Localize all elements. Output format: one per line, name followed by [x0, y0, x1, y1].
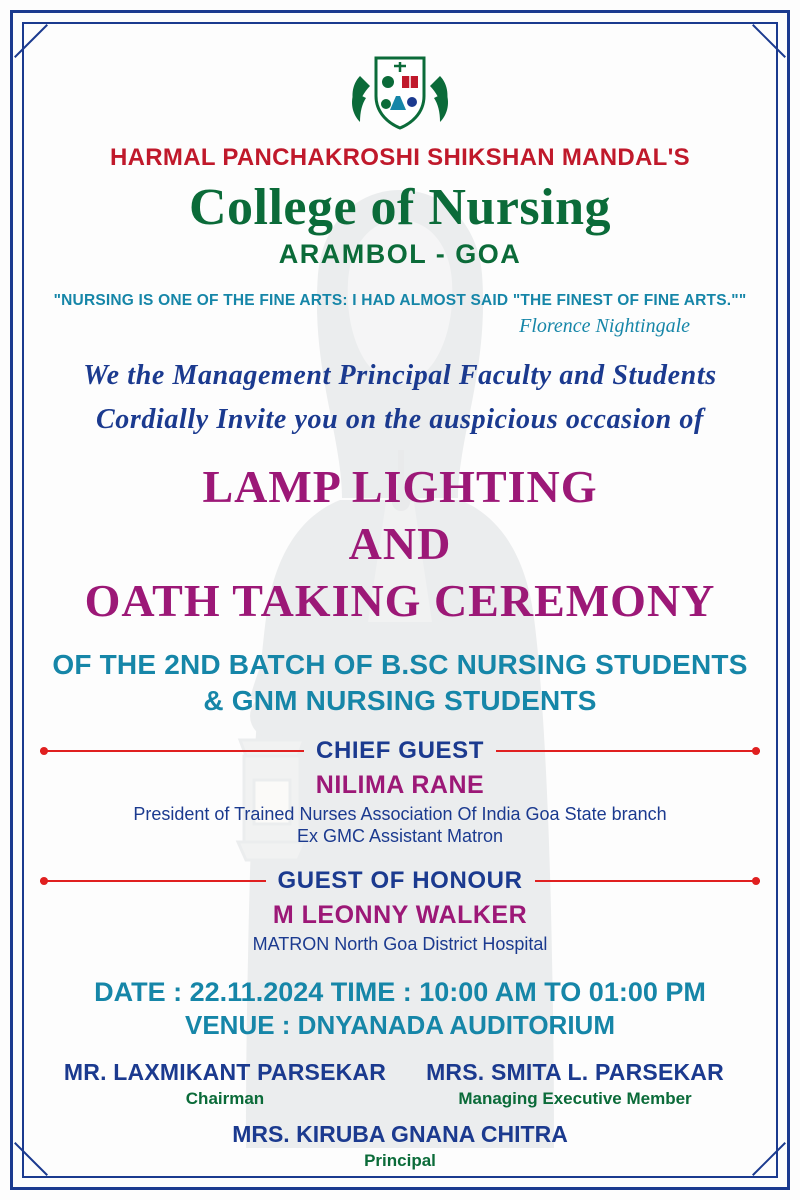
- chief-guest-heading-row: [40, 737, 760, 765]
- guest-of-honour-description: MATRON North Goa District Hospital: [252, 934, 548, 954]
- invite-line-1: We the Management Principal Faculty and Students: [83, 360, 717, 391]
- official-role: Managing Executive Member: [458, 1089, 692, 1108]
- guest-of-honour-heading: GUEST OF HONOUR: [277, 867, 523, 894]
- chief-guest-heading: CHIEF GUEST: [316, 737, 484, 764]
- official-name: MRS. SMITA L. PARSEKAR: [426, 1059, 724, 1085]
- official-name: MR. LAXMIKANT PARSEKAR: [63, 1059, 387, 1085]
- event-subtitle-line-1: OF THE 2ND BATCH OF B.SC NURSING STUDENTS: [52, 649, 748, 680]
- college-crest-icon: [40, 48, 760, 134]
- college-name: College of Nursing: [188, 179, 612, 236]
- invitation-content: [40, 40, 760, 1170]
- chief-guest-name: NILIMA RANE: [315, 771, 485, 799]
- divider-left: [40, 880, 266, 882]
- event-venue: VENUE : DNYANADA AUDITORIUM: [185, 1010, 615, 1040]
- college-location: ARAMBOL - GOA: [278, 239, 522, 269]
- official-role: Principal: [364, 1151, 436, 1170]
- chief-guest-description-2: Ex GMC Assistant Matron: [296, 826, 504, 846]
- divider-left: [40, 750, 304, 752]
- official-chairman: [50, 1059, 400, 1109]
- officials-row: [40, 1059, 760, 1109]
- official-name: MRS. KIRUBA GNANA CHITRA: [232, 1121, 568, 1147]
- event-title-line-2: AND: [348, 518, 452, 569]
- invite-line-2: Cordially Invite you on the auspicious occasion of: [96, 404, 704, 435]
- official-principal: [40, 1121, 760, 1171]
- divider-right: [535, 880, 761, 882]
- quote-author: Florence Nightingale: [519, 315, 690, 337]
- event-title-line-1: LAMP LIGHTING: [202, 461, 598, 512]
- guest-of-honour-heading-row: [40, 867, 760, 895]
- divider-right: [496, 750, 760, 752]
- official-managing-executive-member: [400, 1059, 750, 1109]
- chief-guest-description-1: President of Trained Nurses Association Of India Goa State branch: [133, 804, 667, 824]
- event-datetime: DATE : 22.11.2024 TIME : 10:00 AM TO 01:00 PM: [94, 977, 706, 1007]
- event-title-line-3: OATH TAKING CEREMONY: [84, 575, 716, 626]
- event-subtitle-line-2: & GNM NURSING STUDENTS: [203, 685, 597, 716]
- organization-name: HARMAL PANCHAKROSHI SHIKSHAN MANDAL'S: [110, 144, 690, 171]
- official-role: Chairman: [185, 1089, 265, 1108]
- nursing-quote: "NURSING IS ONE OF THE FINE ARTS: I HAD ALMOST SAID "THE FINEST OF FINE ARTS."": [53, 292, 747, 309]
- guest-of-honour-name: M LEONNY WALKER: [272, 901, 528, 929]
